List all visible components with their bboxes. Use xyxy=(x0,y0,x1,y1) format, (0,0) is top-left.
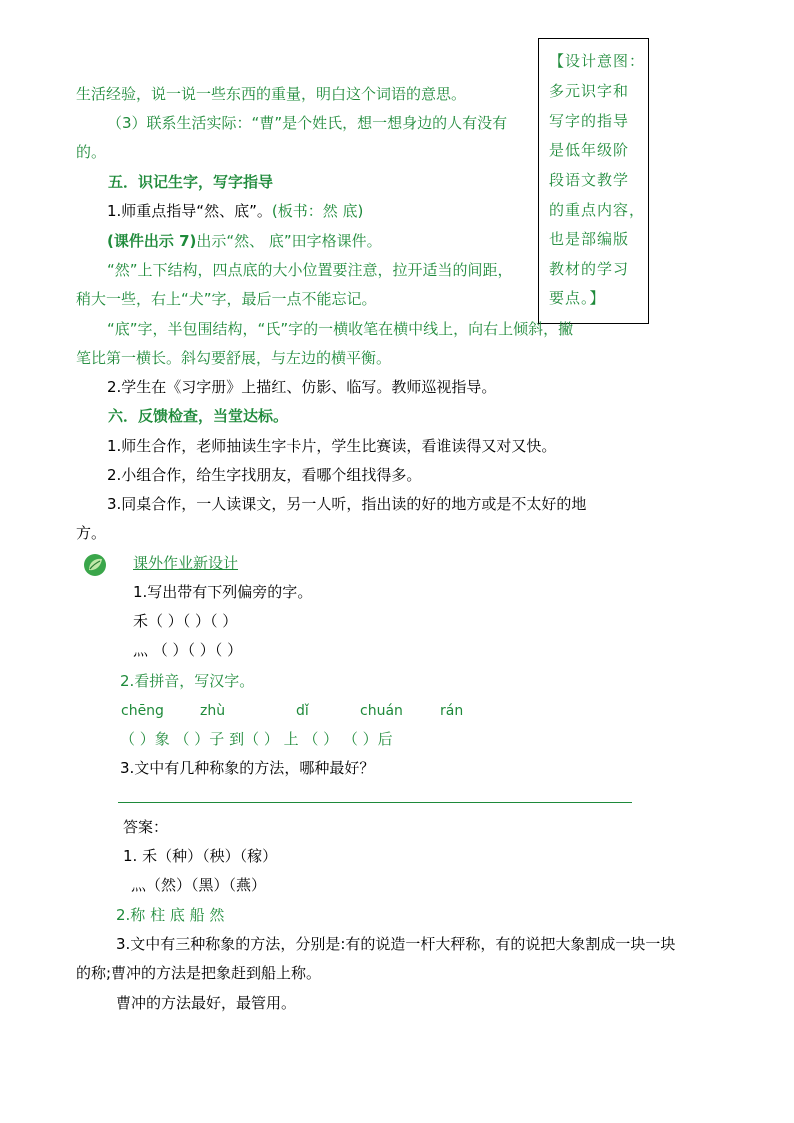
pinyin: dǐ xyxy=(296,703,309,719)
pinyin: chuán xyxy=(360,703,403,719)
leaf-icon xyxy=(83,553,107,577)
section-heading: 五．识记生字，写字指导 xyxy=(108,173,274,191)
list-item: 2.小组合作，给生字找朋友，看哪个组找得多。 xyxy=(107,466,422,484)
design-intent-line: 【设计意图： xyxy=(549,52,646,70)
answer-text: 灬（然）（黑）（燕） xyxy=(131,876,267,894)
pinyin: chēng xyxy=(121,703,164,719)
list-item: 1.师生合作，老师抽读生字卡片，学生比赛读，看谁读得又对又快。 xyxy=(107,437,557,455)
courseware-tag: (课件出示 7) xyxy=(107,232,197,250)
design-intent-line: 是低年级阶 xyxy=(549,141,630,159)
design-intent-line: 写字的指导 xyxy=(549,112,630,130)
paragraph-text: 笔比第一横长。斜勾要舒展，与左边的横平衡。 xyxy=(76,349,392,367)
pinyin: rán xyxy=(440,703,464,719)
answer-text: 的称;曹冲的方法是把象赶到船上称。 xyxy=(76,964,322,982)
section-heading: 六．反馈检查，当堂达标。 xyxy=(108,407,289,425)
design-intent-line: 段语文教学 xyxy=(549,171,630,189)
list-item: 3.同桌合作，一人读课文，另一人听，指出读的好的地方或是不太好的地 xyxy=(107,495,587,513)
paragraph-text: “然”上下结构，四点底的大小位置要注意，拉开适当的间距， xyxy=(107,261,513,279)
answer-text: 曹冲的方法最好，最管用。 xyxy=(116,994,297,1012)
question-blanks: 禾（ ）（ ）（ ） xyxy=(133,612,238,630)
paragraph-text: （3）联系生活实际：“曹”是个姓氏，想一想身边的人有没有 xyxy=(107,114,508,132)
answer-line xyxy=(118,802,632,803)
pinyin: zhù xyxy=(200,703,226,719)
design-intent-line: 也是部编版 xyxy=(549,230,630,248)
question-blanks: （ ）象 （ ）子 到（ ） 上 （ ） （ ）后 xyxy=(120,730,393,748)
design-intent-line: 要点。】 xyxy=(549,289,606,307)
courseware-text: 出示“然、 底”田字格课件。 xyxy=(196,232,382,250)
list-item: 方。 xyxy=(76,524,107,542)
question: 3.文中有几种称象的方法，哪种最好？ xyxy=(120,759,375,777)
item-text: 1.师重点指导“然、底”。 xyxy=(107,202,272,220)
answer-text: 2.称 柱 底 船 然 xyxy=(116,906,225,924)
answer-text: 3.文中有三种称象的方法，分别是:有的说造一杆大秤称，有的说把大象割成一块一块 xyxy=(116,935,676,953)
design-intent-line: 教材的学习 xyxy=(549,260,630,278)
paragraph-text: 稍大一些，右上“犬”字，最后一点不能忘记。 xyxy=(76,290,377,308)
design-intent-box xyxy=(538,38,649,324)
paragraph-text: 的。 xyxy=(76,143,107,161)
question: 1.写出带有下列偏旁的字。 xyxy=(133,583,313,601)
answer-label: 答案： xyxy=(123,818,169,836)
paragraph-text: 生活经验，说一说一些东西的重量，明白这个词语的意思。 xyxy=(76,85,467,103)
question: 2.看拼音，写汉字。 xyxy=(120,672,255,690)
list-item: 2.学生在《习字册》上描红、仿影、临写。教师巡视指导。 xyxy=(107,378,497,396)
answer-text: 1. 禾（种）（秧）（稼） xyxy=(123,847,278,865)
design-intent-line: 多元识字和 xyxy=(549,82,630,100)
homework-title: 课外作业新设计 xyxy=(133,554,239,572)
question-blanks: 灬 （ ）（ ）（ ） xyxy=(133,641,243,659)
paragraph-text: “底”字，半包围结构，“氏”字的一横收笔在横中线上，向右上倾斜，撇 xyxy=(107,320,574,338)
list-item xyxy=(107,201,363,221)
board-note: (板书：然 底) xyxy=(271,202,364,220)
courseware-line xyxy=(107,231,382,251)
design-intent-line: 的重点内容， xyxy=(549,201,646,219)
